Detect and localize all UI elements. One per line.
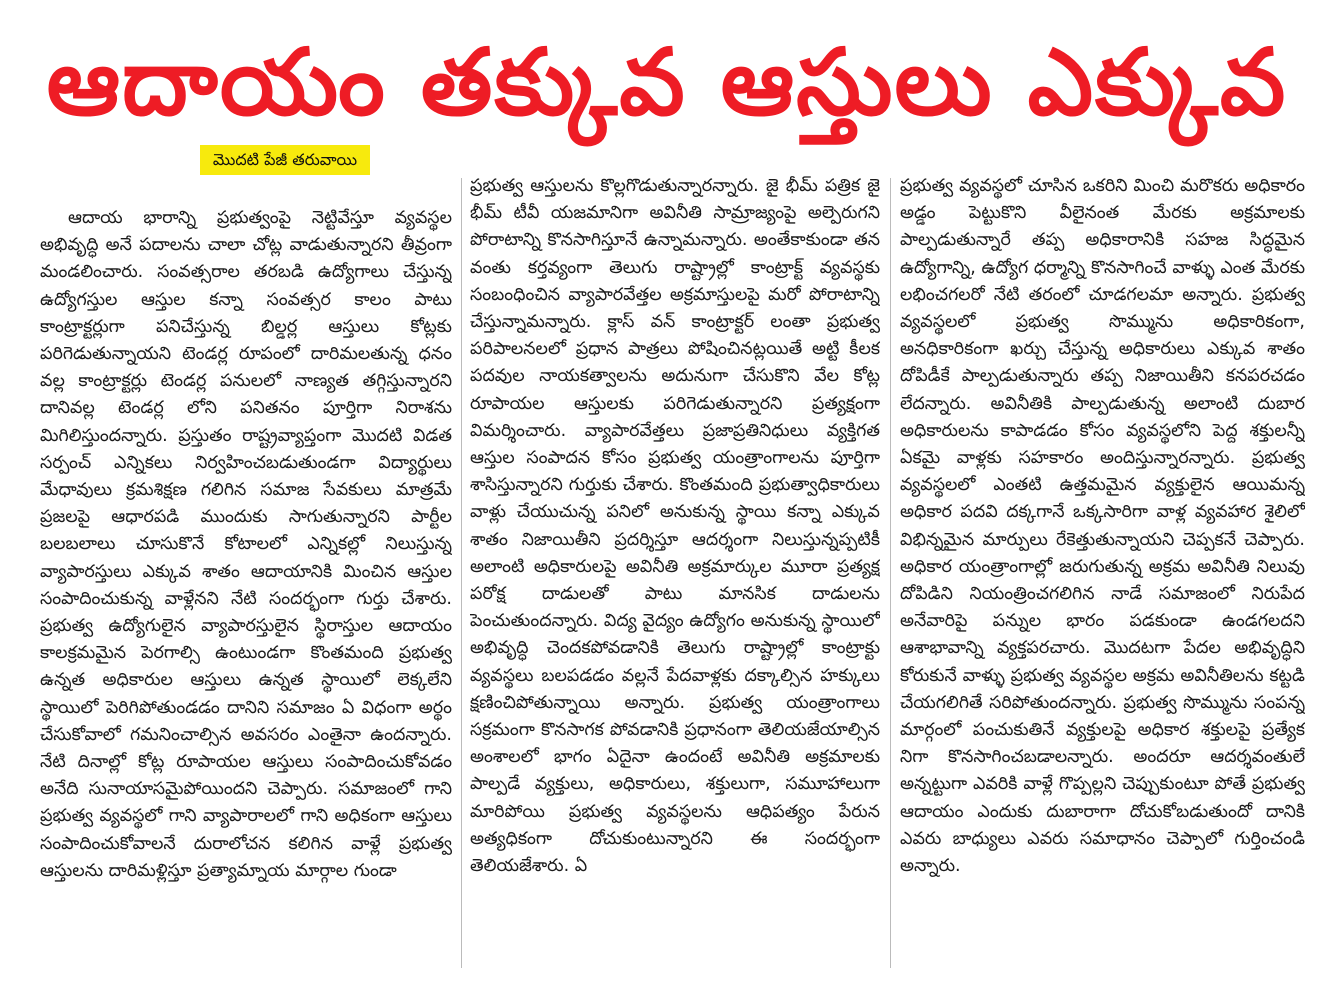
article-column-1 [40,205,452,975]
column-divider [890,178,891,968]
continued-from-front-page-label: మొదటి పేజీ తరువాయి [200,145,370,175]
article-column-2 [470,173,880,973]
article-paragraph: ఆదాయ భారాన్ని ప్రభుత్వంపై నెట్టివేస్తూ వ్యవస్థల అభివృద్ధి అనే పదాలను చాలా చోట్ల వాడుతున్నారని తీవ్రంగా మండలించారు. సంవత్సరాల తరబడి ఉద్యోగాలు చేస్తున్న ఉద్యోగస్తుల ఆస్తుల కన్నా సంవత్సర కాలం పాటు కాంట్రాక్టర్లుగా పనిచేస్తున్న బిల్డర్ల ఆస్తులు కోట్లకు పరిగెడుతున్నాయని టెండర్ల రూపంలో దారిమలతున్న ధనం వల్ల కాంట్రాక్టర్లు టెండర్ల పనులలో నాణ్యత తగ్గిస్తున్నారని దానివల్ల టెండర్ల లోని పనితనం పూర్తిగా నిరాశను మిగిలిస్తుందన్నారు. ప్రస్తుతం రాష్ట్రవ్యాప్తంగా మొదటి విడత సర్పంచ్ ఎన్నికలు నిర్వహించబడుతుండగా విద్యార్థులు మేధావులు క్రమశిక్షణ గలిగిన సమాజ సేవకులు మాత్రమే ప్రజలపై ఆధారపడి ముందుకు సాగుతున్నారని పార్టీల బలబలాలు చూసుకొనే కోటాలలో ఎన్నికల్లో నిలుస్తున్న వ్యాపారస్తులు ఎక్కువ శాతం ఆదాయానికి మించిన ఆస్తుల సంపాదించుకున్న వాళ్లేనని నేటి సందర్భంగా గుర్తు చేశారు. ప్రభుత్వ ఉద్యోగులైన వ్యాపారస్తులైన స్థిరాస్తుల ఆదాయం కాలక్రమమైన పెరగాల్సి ఉంటుండగా కొంతమంది ప్రభుత్వ ఉన్నత అధికారుల ఆస్తులు ఉన్నత స్థాయిలో లెక్కలేని స్థాయిలో పెరిగిపోతుండడం దానిని సమాజం ఏ విధంగా అర్థం చేసుకోవాలో గమనించాల్సిన అవసరం ఎంతైనా ఉందన్నారు. నేటి దినాల్లో కోట్ల రూపాయల ఆస్తులు సంపాదించుకోవడం అనేది సునాయాసమైపోయిందని చెప్పారు. సమాజంలో గాని ప్రభుత్వ వ్యవస్థలో గాని వ్యాపారాలలో గాని అధికంగా ఆస్తులు సంపాదించుకోవాలనే దురాలోచన కలిగిన వాళ్లే ప్రభుత్వ ఆస్తులను దారిమళ్లిస్తూ ప్రత్యామ్నాయ మార్గాల గుండా [40,208,452,881]
headline: ఆదాయం తక్కువ ఆస్తులు ఎక్కువ [46,29,1288,136]
article-column-3 [900,173,1305,973]
article-paragraph: ప్రభుత్వ వ్యవస్థలో చూసిన ఒకరిని మించి మరొకరు అధికారం అడ్డం పెట్టుకొని వీలైనంత మేరకు అక్రమాలకు పాల్పడుతున్నారే తప్ప అధికారానికి సహజ సిద్ధమైన ఉద్యోగాన్ని, ఉద్యోగ ధర్మాన్ని కొనసాగించే వాళ్ళు ఎంత మేరకు లభించగలరో నేటి తరంలో చూడగలమా అన్నారు. ప్రభుత్వ వ్యవస్థలలో ప్రభుత్వ సొమ్మును అధికారికంగా, అనధికారికంగా ఖర్చు చేస్తున్న అధికారులు ఎక్కువ శాతం దోపిడీకే పాల్పడుతున్నారు తప్ప నిజాయితీని కనపరచడం లేదన్నారు. అవినీతికి పాల్పడుతున్న అలాంటి దుబార అధికారులను కాపాడడం కోసం వ్యవస్థలోని పెద్ద శక్తులన్నీ ఏకమై వాళ్లకు సహకారం అందిస్తున్నారన్నారు. ప్రభుత్వ వ్యవస్థలలో ఎంతటి ఉత్తమమైన వ్యక్తులైన ఆయిమన్న అధికార పదవి దక్కగానే ఒక్కసారిగా వాళ్ల వ్యవహార శైలిలో విభిన్నమైన మార్పులు రేకెత్తుతున్నాయని చెప్పకనే చెప్పారు. అధికార యంత్రాంగాల్లో జరుగుతున్న అక్రమ అవినీతి నిలువు దోపిడిని నియంత్రించగలిగిన నాడే సమాజంలో నిరుపేద అనేవారిపై పన్నుల భారం పడకుండా ఉండగలదని ఆశాభావాన్ని వ్యక్తపరచారు. మొదటగా పేదల అభివృద్ధిని కోరుకునే వాళ్ళు ప్రభుత్వ వ్యవస్థల అక్రమ అవినీతిలను కట్టడి చేయగలిగితే సరిపోతుందన్నారు. ప్రభుత్వ సొమ్మును సంపన్న మార్గంలో పంచుకుతినే వ్యక్తులపై అధికార శక్తులపై ప్రత్యేక నిగా కొనసాగించబడాలన్నారు. అందరూ ఆదర్శవంతులే అన్నట్టుగా ఎవరికి వాళ్లే గొప్పల్లని చెప్పుకుంటూ పోతే ప్రభుత్వ ఆదాయం ఎందుకు దుబారాగా దోచుకోబడుతుందో దానికి ఎవరు బాధ్యులు ఎవరు సమాధానం చెప్పాలో గుర్తించండి అన్నారు. [900,176,1305,877]
column-divider [461,178,462,968]
article-paragraph: ప్రభుత్వ ఆస్తులను కొల్లగొడుతున్నారన్నారు. జై భీమ్ పత్రిక జై భీమ్ టీవీ యజమానిగా అవినీతి సామ్రాజ్యంపై అల్పెరుగని పోరాటాన్ని కొనసాగిస్తూనే ఉన్నామన్నారు. అంతేకాకుండా తన వంతు కర్తవ్యంగా తెలుగు రాష్ట్రాల్లో కాంట్రాక్ట్ వ్యవస్థకు సంబంధించిన వ్యాపారవేత్తల అక్రమాస్తులపై మరో పోరాటాన్ని చేస్తున్నామన్నారు. క్లాస్ వన్ కాంట్రాక్టర్ లంతా ప్రభుత్వ పరిపాలనలలో ప్రధాన పాత్రలు పోషించినట్లయితే అట్టి కీలక పదవుల నాయకత్వాలను అదునుగా చేసుకొని వేల కోట్ల రూపాయల ఆస్తులకు పరిగెడుతున్నారని ప్రత్యక్షంగా విమర్శించారు. వ్యాపారవేత్తలు ప్రజాప్రతినిధులు వ్యక్తిగత ఆస్తుల సంపాదన కోసం ప్రభుత్వ యంత్రాంగాలను పూర్తిగా శాసిస్తున్నారని గుర్తుకు చేశారు. కొంతమంది ప్రభుత్వాధికారులు వాళ్లు చేయుచున్న పనిలో అనుకున్న స్థాయి కన్నా ఎక్కువ శాతం నిజాయితీని ప్రదర్శిస్తూ ఆదర్శంగా నిలుస్తున్నప్పటికీ అలాంటి అధికారులపై అవినీతి అక్రమార్కుల మూరా ప్రత్యక్ష పరోక్ష దాడులతో పాటు మానసిక దాడులను పెంచుతుందన్నారు. విద్య వైద్యం ఉద్యోగం అనుకున్న స్థాయిలో అభివృద్ధి చెందకపోవడానికి తెలుగు రాష్ట్రాల్లో కాంట్రాక్టు వ్యవస్థలు బలపడడం వల్లనే పేదవాళ్లకు దక్కాల్సిన హక్కులు క్షణించిపోతున్నాయి అన్నారు. ప్రభుత్వ యంత్రాంగాలు సక్రమంగా కొనసాగక పోవడానికి ప్రధానంగా తెలియజేయాల్సిన అంశాలలో భాగం ఏదైనా ఉందంటే అవినీతి అక్రమాలకు పాల్పడే వ్యక్తులు, అధికారులు, శక్తులుగా, సమూహాలుగా మారిపోయి ప్రభుత్వ వ్యవస్థలను ఆధిపత్యం పేరున అత్యధికంగా దోచుకుంటున్నారని ఈ సందర్భంగా తెలియజేశారు. ఏ [470,176,880,877]
